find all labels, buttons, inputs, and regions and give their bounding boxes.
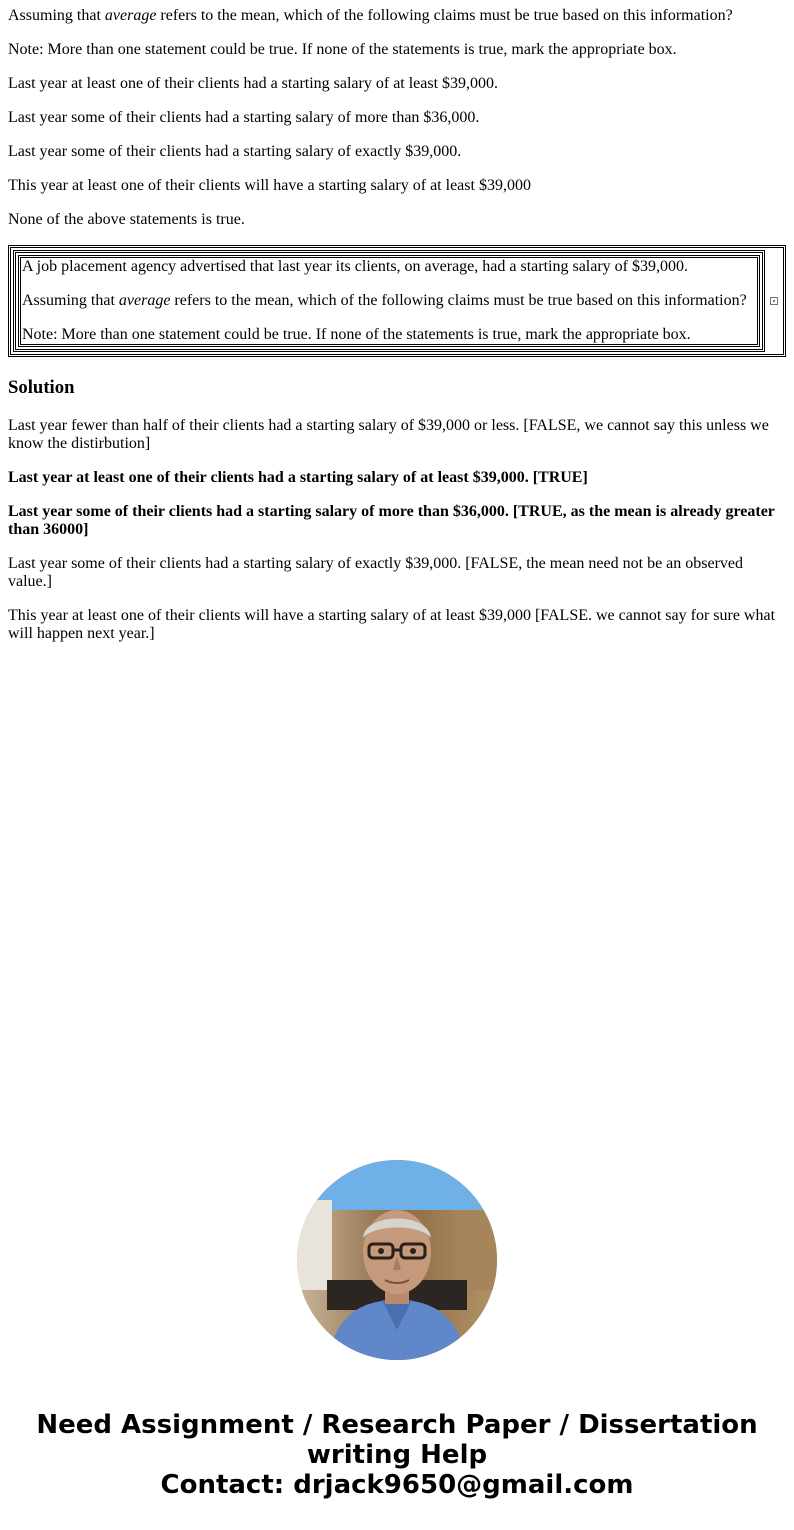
solution-line-3: Last year some of their clients had a starting salary of more than $36,000. [TRUE, as the mean is already greater than 36000] [8,503,775,538]
solution-line-4: Last year some of their clients had a starting salary of exactly $39,000. [FALSE, the mean need not be an observed value.] [8,555,744,590]
table-line-1: A job placement agency advertised that last year its clients, on average, had a starting salary of $39,000. [22,258,688,275]
author-avatar [297,1160,497,1360]
question-intro: Assuming that average refers to the mean, which of the following claims must be true based on this information? [8,7,733,24]
nested-table [18,255,760,347]
solution-heading: Solution [8,377,75,398]
question-table [8,245,786,357]
table-line-3: Note: More than one statement could be true. If none of the statements is true, mark the appropriate box. [22,326,691,343]
option-4: This year at least one of their clients will have a starting salary of at least $39,000 [8,177,531,194]
question-note: Note: More than one statement could be true. If none of the statements is true, mark the appropriate box. [8,41,677,58]
question-table-row [10,247,784,355]
broken-image-icon [770,297,778,305]
solution-line-2: Last year at least one of their clients had a starting salary of at least $39,000. [TRUE] [8,469,588,486]
option-3: Last year some of their clients had a starting salary of exactly $39,000. [8,143,462,160]
solution-line-1: Last year fewer than half of their clients had a starting salary of $39,000 or less. [FALSE, we cannot say this unless we know the distirbution] [8,417,769,452]
question-table-cell [13,250,765,352]
option-1: Last year at least one of their clients had a starting salary of at least $39,000. [8,75,499,92]
solution-line-5: This year at least one of their clients will have a starting salary of at least $39,000 [FALSE. we cannot say for sure what will happen next year.] [8,607,776,642]
promo-line-2: writing Help [306,1440,488,1470]
promo-line-1: Need Assignment / Research Paper / Dissertation [36,1410,758,1440]
avatar-portrait [297,1160,497,1360]
table-line-2: Assuming that average refers to the mean, which of the following claims must be true based on this information? [22,292,747,309]
page-content [0,7,794,643]
image-cell [765,297,781,305]
promo-banner [0,1410,794,1500]
nested-table-cell [20,257,758,345]
option-5: None of the above statements is true. [8,211,245,228]
option-2: Last year some of their clients had a starting salary of more than $36,000. [8,109,480,126]
promo-contact: Contact: drjack9650@gmail.com [160,1470,634,1500]
